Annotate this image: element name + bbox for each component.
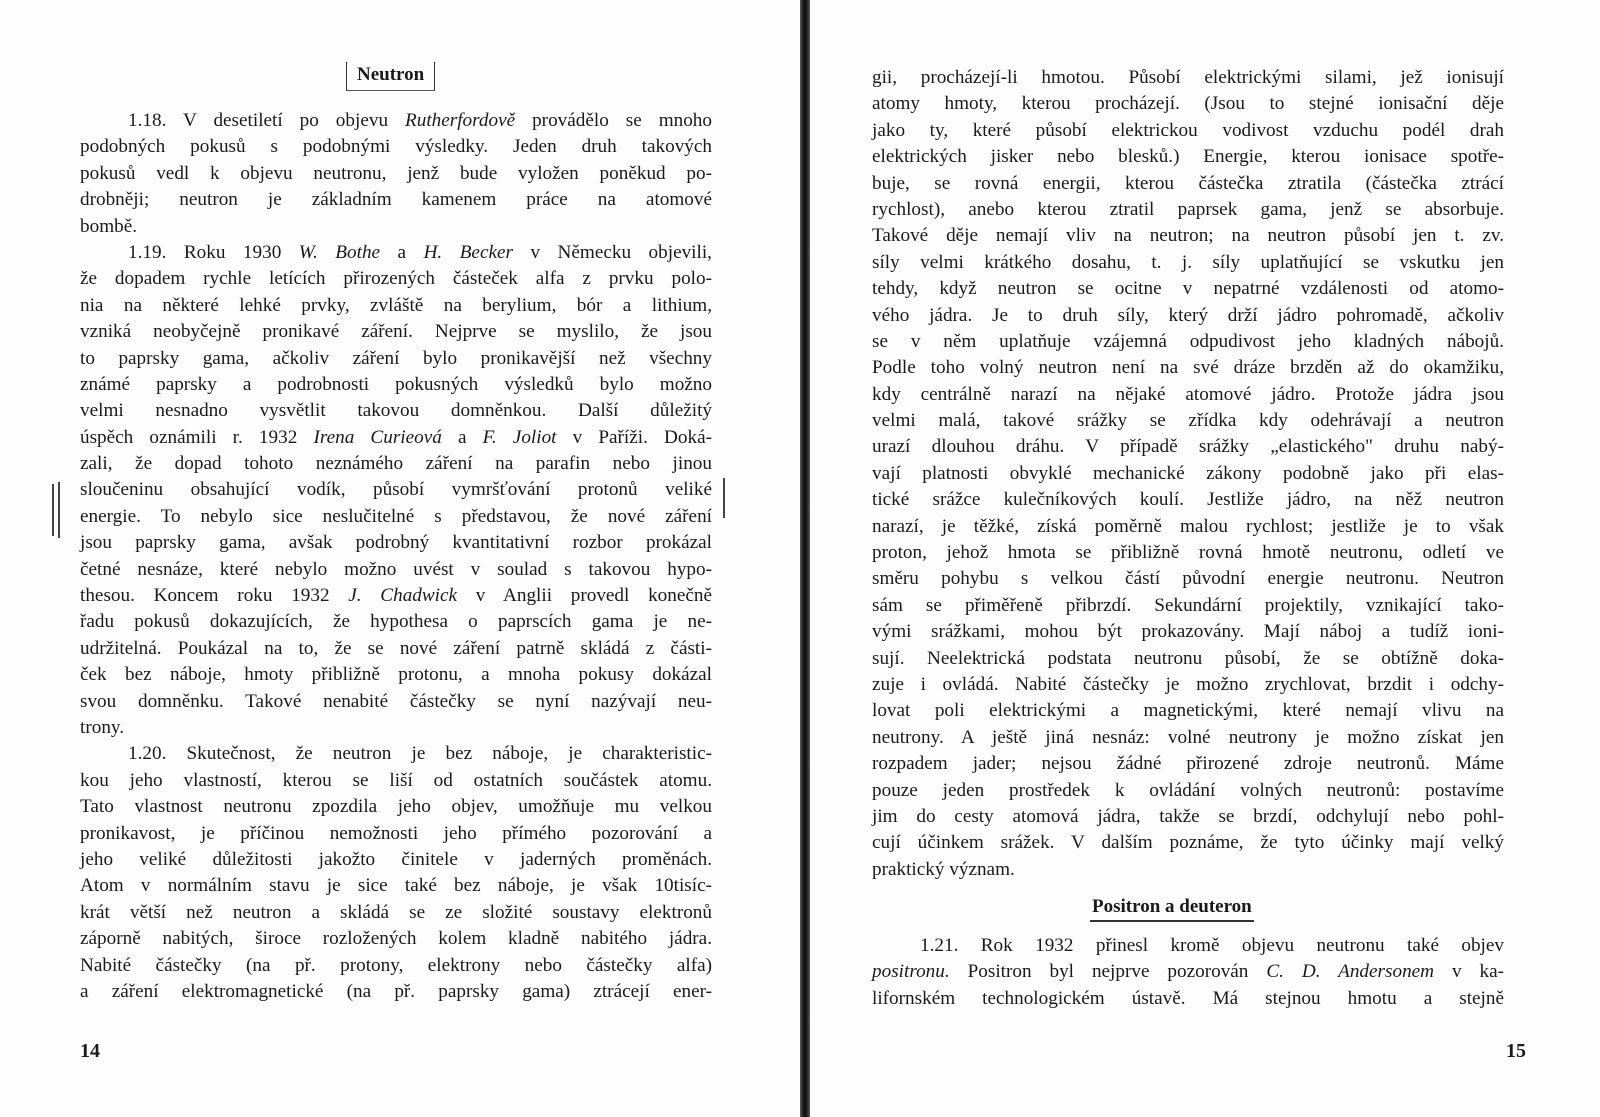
text-run: rychlost), anebo kterou ztratil paprsek gama, jenž se absorbuje.	[872, 198, 1504, 220]
text-run: jako ty, které působí elektrickou vodivost vzduchu podél drah	[872, 119, 1504, 141]
text-line	[80, 662, 712, 688]
text-run: četné nesnáze, které nebylo možno uvést v soulad s takovou hypo-	[80, 558, 712, 580]
text-run: sují. Neelektrická podstata neutronu působí, že se obtížně doka-	[872, 647, 1504, 669]
text-run: známé paprsky a podrobnosti pokusných výsledků bylo možno	[80, 373, 712, 395]
text-run: Atom v normálním stavu je sice také bez náboje, je však 10tisíc-	[80, 875, 712, 897]
text-line	[80, 108, 712, 134]
text-line	[80, 477, 712, 503]
text-line	[80, 346, 712, 372]
italic-name: F. Joliot	[482, 426, 557, 448]
text-run: trony.	[80, 716, 125, 738]
margin-mark-left	[58, 482, 60, 538]
text-line	[80, 161, 712, 187]
italic-name: Rutherfordově	[405, 110, 516, 131]
text-run: podobných pokusů s podobnými výsledky. Jeden druh takových	[80, 136, 712, 158]
text-line	[80, 768, 712, 794]
text-line	[872, 118, 1504, 144]
text-line	[872, 276, 1504, 302]
section-heading-positron: Positron a deuteron	[1090, 896, 1254, 922]
text-run: pronikavost, je příčinou nemožnosti jeho přímého pozorování a	[80, 822, 712, 844]
text-line	[80, 636, 712, 662]
text-run: tehdy, když neutron se ocitne v nepatrné vzdálenosti od atomo-	[872, 278, 1504, 300]
text-run: kdy centrálně narazí na nějaké atomové jádro. Protože jádra jsou	[872, 383, 1504, 405]
text-run: svou domněnku. Takové nenabité částečky se nyní nazývají neu-	[80, 690, 712, 712]
text-line	[872, 382, 1504, 408]
text-run: krát větší než neutron a skládá se ze složité soustavy elektronů	[80, 901, 712, 923]
text-run: řadu pokusů dokazujících, že hypothesa o paprscích gama je ne-	[80, 611, 712, 633]
text-line	[872, 223, 1504, 249]
text-run: v Anglii provedl konečně	[457, 585, 712, 607]
left-page-text	[80, 108, 712, 1005]
text-line	[872, 698, 1504, 724]
text-run: energie. To nebylo sice neslučitelné s představou, že nové záření	[80, 505, 712, 527]
text-run: síly velmi krátkého dosahu, t. j. síly uplatňující se vskutku jen	[872, 251, 1504, 273]
text-line	[872, 514, 1504, 540]
text-run: bombě.	[80, 215, 138, 237]
text-run: thesou. Koncem roku 1932	[80, 585, 349, 607]
text-run: se v něm uplatňuje vzájemná odpudivost jeho kladných nábojů.	[872, 330, 1504, 352]
text-run: jim do cesty atomová jádra, takže se brzdí, odchylují nebo pohl-	[872, 805, 1504, 827]
text-line	[872, 619, 1504, 645]
text-line	[872, 672, 1504, 698]
text-run: 1.20. Skutečnost, že neutron je bez náboje, je charakteristic-	[128, 743, 712, 765]
text-line	[872, 197, 1504, 223]
text-line	[80, 873, 712, 899]
text-run: zuje i ovládá. Nabité částečky je možno zrychlovat, brzdit i odchy-	[872, 673, 1504, 695]
italic-name: positronu.	[872, 961, 950, 983]
text-run: ček bez náboje, hmoty přibližně protonu, a mnoha pokusy dokázal	[80, 664, 712, 686]
text-line	[872, 250, 1504, 276]
right-page-text-2	[872, 933, 1504, 1012]
right-page-text	[872, 65, 1504, 883]
text-line	[80, 293, 712, 319]
text-line	[80, 398, 712, 424]
text-run: 1.19. Roku 1930	[128, 241, 299, 263]
text-run: sloučeninu obsahující vodík, působí vymršťování protonů veliké	[80, 479, 712, 501]
italic-name: W. Bothe	[298, 241, 381, 263]
margin-mark-right	[723, 478, 725, 518]
text-line	[80, 240, 712, 266]
text-line	[872, 959, 1504, 985]
text-line	[80, 557, 712, 583]
text-run: že dopadem rychle letících přirozených částeček alfa z prvku polo-	[80, 268, 712, 290]
text-run: gii, procházejí-li hmotou. Působí elektrickými silami, jež ionisují	[872, 67, 1504, 88]
book-spine	[800, 0, 810, 1117]
text-line	[80, 187, 712, 213]
text-run: provádělo se mnoho	[515, 110, 712, 131]
right-page	[810, 0, 1600, 1117]
text-run: pouze jeden prostředek k ovládání volných neutronů: postavíme	[872, 779, 1504, 801]
text-line	[872, 329, 1504, 355]
text-line	[872, 540, 1504, 566]
text-run: vými srážkami, mohou být prokazovány. Mají náboj a tudíž ioni-	[872, 621, 1504, 643]
text-line	[872, 857, 1504, 883]
text-line	[872, 487, 1504, 513]
text-run: lovat poli elektrickými a magnetickými, které nemají vlivu na	[872, 700, 1504, 722]
text-run: kou jeho vlastností, kterou se liší od ostatních součástek atomu.	[80, 769, 712, 791]
text-run: a záření elektromagnetické (na př. paprsky gama) ztrácejí ener-	[80, 980, 712, 1002]
text-line	[872, 830, 1504, 856]
text-run: buje, se rovná energii, kterou částečka ztratila (částečka ztrácí	[872, 172, 1504, 194]
section-heading-neutron: Neutron	[346, 62, 435, 91]
text-line	[872, 725, 1504, 751]
text-line	[80, 451, 712, 477]
text-line	[80, 715, 712, 741]
text-run: urazí dlouhou dráhu. V případě srážky „elastického" druhu nabý-	[872, 436, 1504, 458]
text-line	[872, 804, 1504, 830]
text-run: neutrony. A ještě jiná nesnáz: volné neutrony je možno získat jen	[872, 726, 1504, 748]
text-run: sám se přiměřeně přibrzdí. Sekundární projektily, vznikající tako-	[872, 594, 1504, 616]
text-line	[80, 609, 712, 635]
text-line	[872, 303, 1504, 329]
text-run: Takové děje nemají vliv na neutron; na neutron působí jen t. zv.	[872, 225, 1504, 247]
text-run: atomy hmoty, kterou procházejí. (Jsou to stejné ionisační děje	[872, 93, 1504, 115]
text-run: udržitelná. Poukázal na to, že se nové záření patrně skládá z části-	[80, 637, 712, 659]
text-run: drobněji; neutron je základním kamenem práce na atomové	[80, 189, 712, 211]
italic-name: H. Becker	[423, 241, 513, 263]
text-line	[872, 778, 1504, 804]
text-run: zali, že dopad tohoto neznámého záření na parafin nebo jinou	[80, 453, 712, 475]
text-run: velmi malá, takové srážky se zřídka kdy odehrávají a neutron	[872, 410, 1504, 432]
text-run: v Paříži. Doká-	[556, 426, 712, 448]
text-run: elektrických jisker nebo blesků.) Energie, kterou ionisace spotře-	[872, 146, 1504, 168]
text-line	[872, 91, 1504, 117]
text-line	[872, 434, 1504, 460]
text-run: v ka-	[1434, 961, 1505, 983]
text-line	[872, 751, 1504, 777]
text-run: jsou paprsky gama, avšak podrobný kvantitativní rozbor prokázal	[80, 532, 712, 554]
text-line	[80, 530, 712, 556]
text-line	[80, 583, 712, 609]
text-line	[872, 65, 1504, 91]
text-line	[872, 355, 1504, 381]
text-run: 1.18. V desetiletí po objevu	[128, 110, 405, 131]
text-line	[80, 689, 712, 715]
text-run: směru pohybu s velkou částí původní energie neutronu. Neutron	[872, 568, 1504, 590]
text-line	[872, 933, 1504, 959]
text-line	[80, 266, 712, 292]
text-line	[80, 847, 712, 873]
page-number-right: 15	[1506, 1040, 1526, 1062]
text-run: rozpadem jader; nejsou žádné přirozené zdroje neutronů. Máme	[872, 753, 1504, 775]
text-line	[80, 504, 712, 530]
text-line	[872, 593, 1504, 619]
text-line	[872, 986, 1504, 1012]
text-run: velmi nesnadno vysvětlit takovou domněnkou. Další důležitý	[80, 400, 712, 422]
text-run: pokusů vedl k objevu neutronu, jenž bude vyložen poněkud po-	[80, 162, 712, 184]
text-run: Tato vlastnost neutronu zpozdila jeho objev, umožňuje mu velkou	[80, 796, 712, 818]
text-run: jeho veliké důležitosti jakožto činitele v jaderných proměnách.	[80, 848, 712, 870]
italic-name: J. Chadwick	[348, 585, 458, 607]
text-run: nia na některé lehké prvky, zvláště na berylium, bór a lithium,	[80, 294, 712, 316]
text-line	[872, 408, 1504, 434]
text-run: vého jádra. Je to druh síly, který drží jádro pohromadě, ačkoliv	[872, 304, 1504, 326]
text-line	[80, 741, 712, 767]
text-line	[80, 926, 712, 952]
text-line	[872, 646, 1504, 672]
italic-name: C. D. Andersonem	[1266, 961, 1435, 983]
text-run: v Německu objevili,	[512, 241, 712, 263]
text-run: to paprsky gama, ačkoliv záření bylo pronikavější než všechny	[80, 347, 712, 369]
text-run: narazí, je těžké, získá poměrně malou rychlost; jestliže je to však	[872, 515, 1504, 537]
text-line	[80, 134, 712, 160]
text-line	[80, 979, 712, 1005]
margin-mark-left	[52, 484, 54, 536]
text-run: lifornském technologickém ústavě. Má stejnou hmotu a stejně	[872, 987, 1504, 1009]
text-line	[872, 566, 1504, 592]
text-run: a	[380, 241, 424, 263]
text-line	[80, 900, 712, 926]
text-line	[872, 171, 1504, 197]
text-run: Nabité částečky (na př. protony, elektrony nebo částečky alfa)	[80, 954, 712, 976]
text-line	[80, 425, 712, 451]
page-number-left: 14	[80, 1040, 100, 1062]
text-line	[872, 144, 1504, 170]
text-run: úspěch oznámili r. 1932	[80, 426, 314, 448]
text-run: vzniká neobyčejně pronikavé záření. Nejprve se myslilo, že jsou	[80, 321, 712, 343]
text-line	[80, 953, 712, 979]
text-run: cují účinkem srážek. V dalším poznáme, že tyto účinky mají velký	[872, 832, 1504, 854]
text-run: proton, jehož hmota se přibližně rovná hmotě neutronu, odletí ve	[872, 542, 1504, 564]
text-line	[80, 319, 712, 345]
text-run: záporně nabitých, široce rozložených kolem kladně nabitého jádra.	[80, 928, 712, 950]
text-line	[80, 821, 712, 847]
text-line	[80, 372, 712, 398]
text-line	[80, 214, 712, 240]
text-run: vají platnosti obvyklé mechanické zákony podobně jako při elas-	[872, 462, 1504, 484]
text-run: 1.21. Rok 1932 přinesl kromě objevu neutronu také objev	[920, 935, 1504, 956]
text-run: Positron byl nejprve pozorován	[949, 961, 1267, 983]
text-run: praktický význam.	[872, 858, 1015, 880]
text-run: a	[441, 426, 483, 448]
text-line	[80, 794, 712, 820]
text-line	[872, 461, 1504, 487]
italic-name: Irena Curieová	[313, 426, 442, 448]
text-run: tické srážce kulečníkových koulí. Jestliže jádro, na něž neutron	[872, 489, 1504, 511]
text-run: Podle toho volný neutron není na své dráze brzděn až do okamžiku,	[872, 357, 1504, 379]
